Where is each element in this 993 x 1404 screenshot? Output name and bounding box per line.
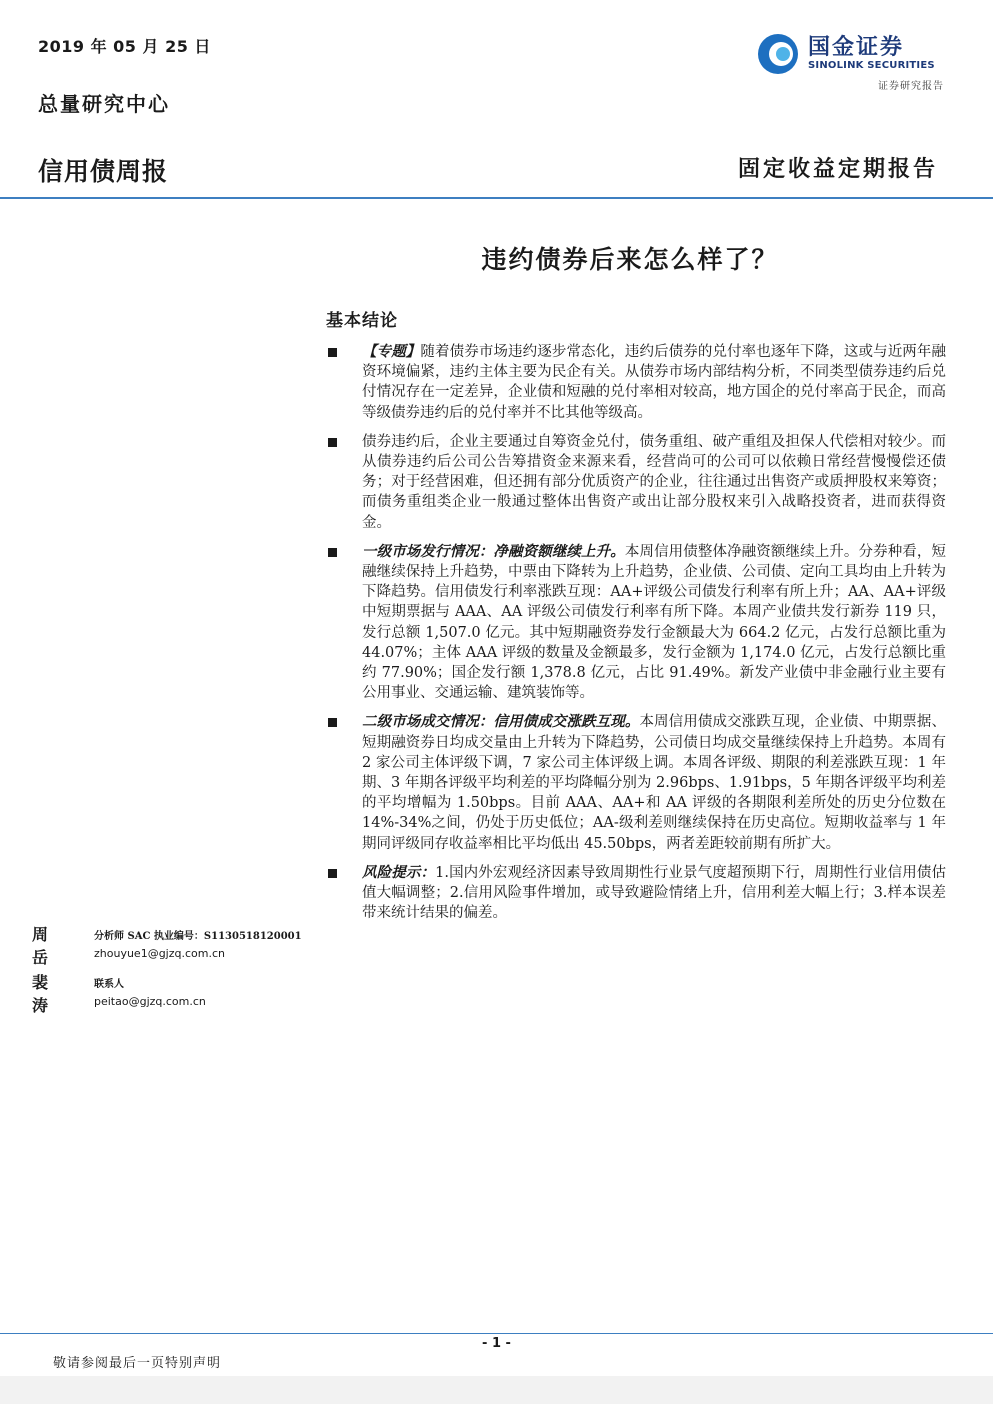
bullet-square-icon — [328, 718, 337, 727]
conclusion-text: 1.国内外宏观经济因素导致周期性行业景气度超预期下行，周期性行业信用债估值大幅调整；2.信用风险事件增加，或导致避险情绪上升，信用利差大幅上行；3.样本误差带来统计结果的偏差。 — [362, 864, 947, 922]
analyst-role: 分析师 SAC 执业编号：S1130518120001 — [94, 931, 302, 942]
bottom-band — [0, 1376, 993, 1404]
analyst-role: 联系人 — [94, 979, 124, 990]
conclusion-item — [326, 542, 946, 704]
report-name: 信用债周报 — [38, 157, 169, 186]
bullet-square-icon — [328, 548, 337, 557]
header-divider — [0, 197, 993, 199]
report-date: 2019 年 05 月 25 日 — [38, 37, 211, 56]
conclusion-list — [326, 342, 946, 932]
conclusion-text: 随着债券市场违约逐步常态化，违约后债券的兑付率也逐年下降，这或与近两年融资环境偏紧，违约主体主要为民企有关。从债券市场内部结构分析，不同类型债券违约后兑付情况存在一定差异，企业债和短融的兑付率相对较高，地方国企的兑付率高于民企，而高等级债券违约后的兑付率并不比其他等级高。 — [362, 344, 947, 421]
conclusion-lead: 风险提示： — [362, 863, 436, 881]
logo-name-en: SINOLINK SECURITIES — [808, 60, 935, 71]
conclusion-text: 本周信用债成交涨跌互现，企业债、中期票据、短期融资券日均成交量由上升转为下降趋势，公司债日均成交量继续保持上升趋势。本周有 2 家公司主体评级下调，7 家公司主体评级上调。本周各评级、期限的利差涨跌互现：1 年期、3 年期各评级平均利差的平均降幅分别为 2.96bps、1.91bps，5 年期各评级平均利差的平均增幅为 1.50bps。目前 AAA、AA+和 AA 评级的各期限利差所处的历史分位数在 14%-34%之间，仍处于历史低位；AA-级利差则继续保持在历史高位。短期收益率与 1 年期同评级同存收益率相比平均低出 45.50bps，两者差距较前期有所扩大。 — [362, 714, 947, 852]
logo-emblem-icon — [756, 32, 800, 76]
conclusion-lead: 二级市场成交情况：信用债成交涨跌互现。 — [362, 713, 640, 731]
analyst-email[interactable]: peitao@gjzq.com.cn — [94, 995, 206, 1008]
conclusion-item — [326, 712, 946, 853]
analyst-name: 周岳 — [32, 925, 51, 967]
conclusion-lead: 一级市场发行情况：净融资额继续上升。 — [362, 542, 625, 560]
conclusion-item — [326, 342, 946, 423]
conclusion-text: 本周信用债整体净融资额继续上升。分券种看，短融继续保持上升趋势，中票由下降转为上升趋势，企业债、公司债、定向工具均由上升转为下降趋势。信用债发行利率涨跌互现：AA+评级公司债发行利率有所上升；AA、AA+评级中短期票据与 AAA、AA 评级公司债发行利率有所下降。本周产业债共发行新券 119 只，发行总额 1,507.0 亿元。其中短期融资券发行金额最大为 664.2 亿元，占发行总额比重为 44.07%；主体 AAA 评级的数量及金额最多，发行金额为 1,174.0 亿元，占发行总额比重约 77.90%；国企发行额 1,378.8 亿元，占比 91.49%。新发产业债中非金融行业主要有公用事业、交通运输、建筑装饰等。 — [362, 543, 947, 702]
footer-disclaimer: 敬请参阅最后一页特别声明 — [53, 1356, 222, 1371]
logo-tagline: 证券研究报告 — [878, 81, 944, 92]
report-title: 违约债券后来怎么样了？ — [481, 245, 779, 274]
conclusion-lead: 【专题】 — [362, 343, 421, 360]
page-number: - 1 - — [482, 1336, 511, 1351]
conclusion-item — [326, 432, 946, 533]
department-name: 总量研究中心 — [38, 92, 170, 116]
bullet-square-icon — [328, 438, 337, 447]
analyst-email[interactable]: zhouyue1@gjzq.com.cn — [94, 947, 225, 960]
bullet-square-icon — [328, 869, 337, 878]
conclusion-text: 债券违约后，企业主要通过自筹资金兑付，债务重组、破产重组及担保人代偿相对较少。而从债券违约后公司公告筹措资金来源来看，经营尚可的公司可以依赖日常经营慢慢偿还债务；对于经营困难，但还拥有部分优质资产的企业，往往通过出售资产或质押股权来筹资；而债务重组类企业一般通过整体出售资产或出让部分股权来引入战略投资者，进而获得资金。 — [362, 433, 946, 531]
company-logo — [756, 30, 946, 92]
footer-divider — [0, 1333, 993, 1334]
analyst-name: 裴涛 — [32, 973, 51, 1015]
logo-name-cn: 国金证券 — [808, 35, 905, 60]
conclusion-item — [326, 863, 946, 924]
bullet-square-icon — [328, 348, 337, 357]
report-type: 固定收益定期报告 — [737, 156, 938, 182]
section-title: 基本结论 — [326, 311, 398, 331]
